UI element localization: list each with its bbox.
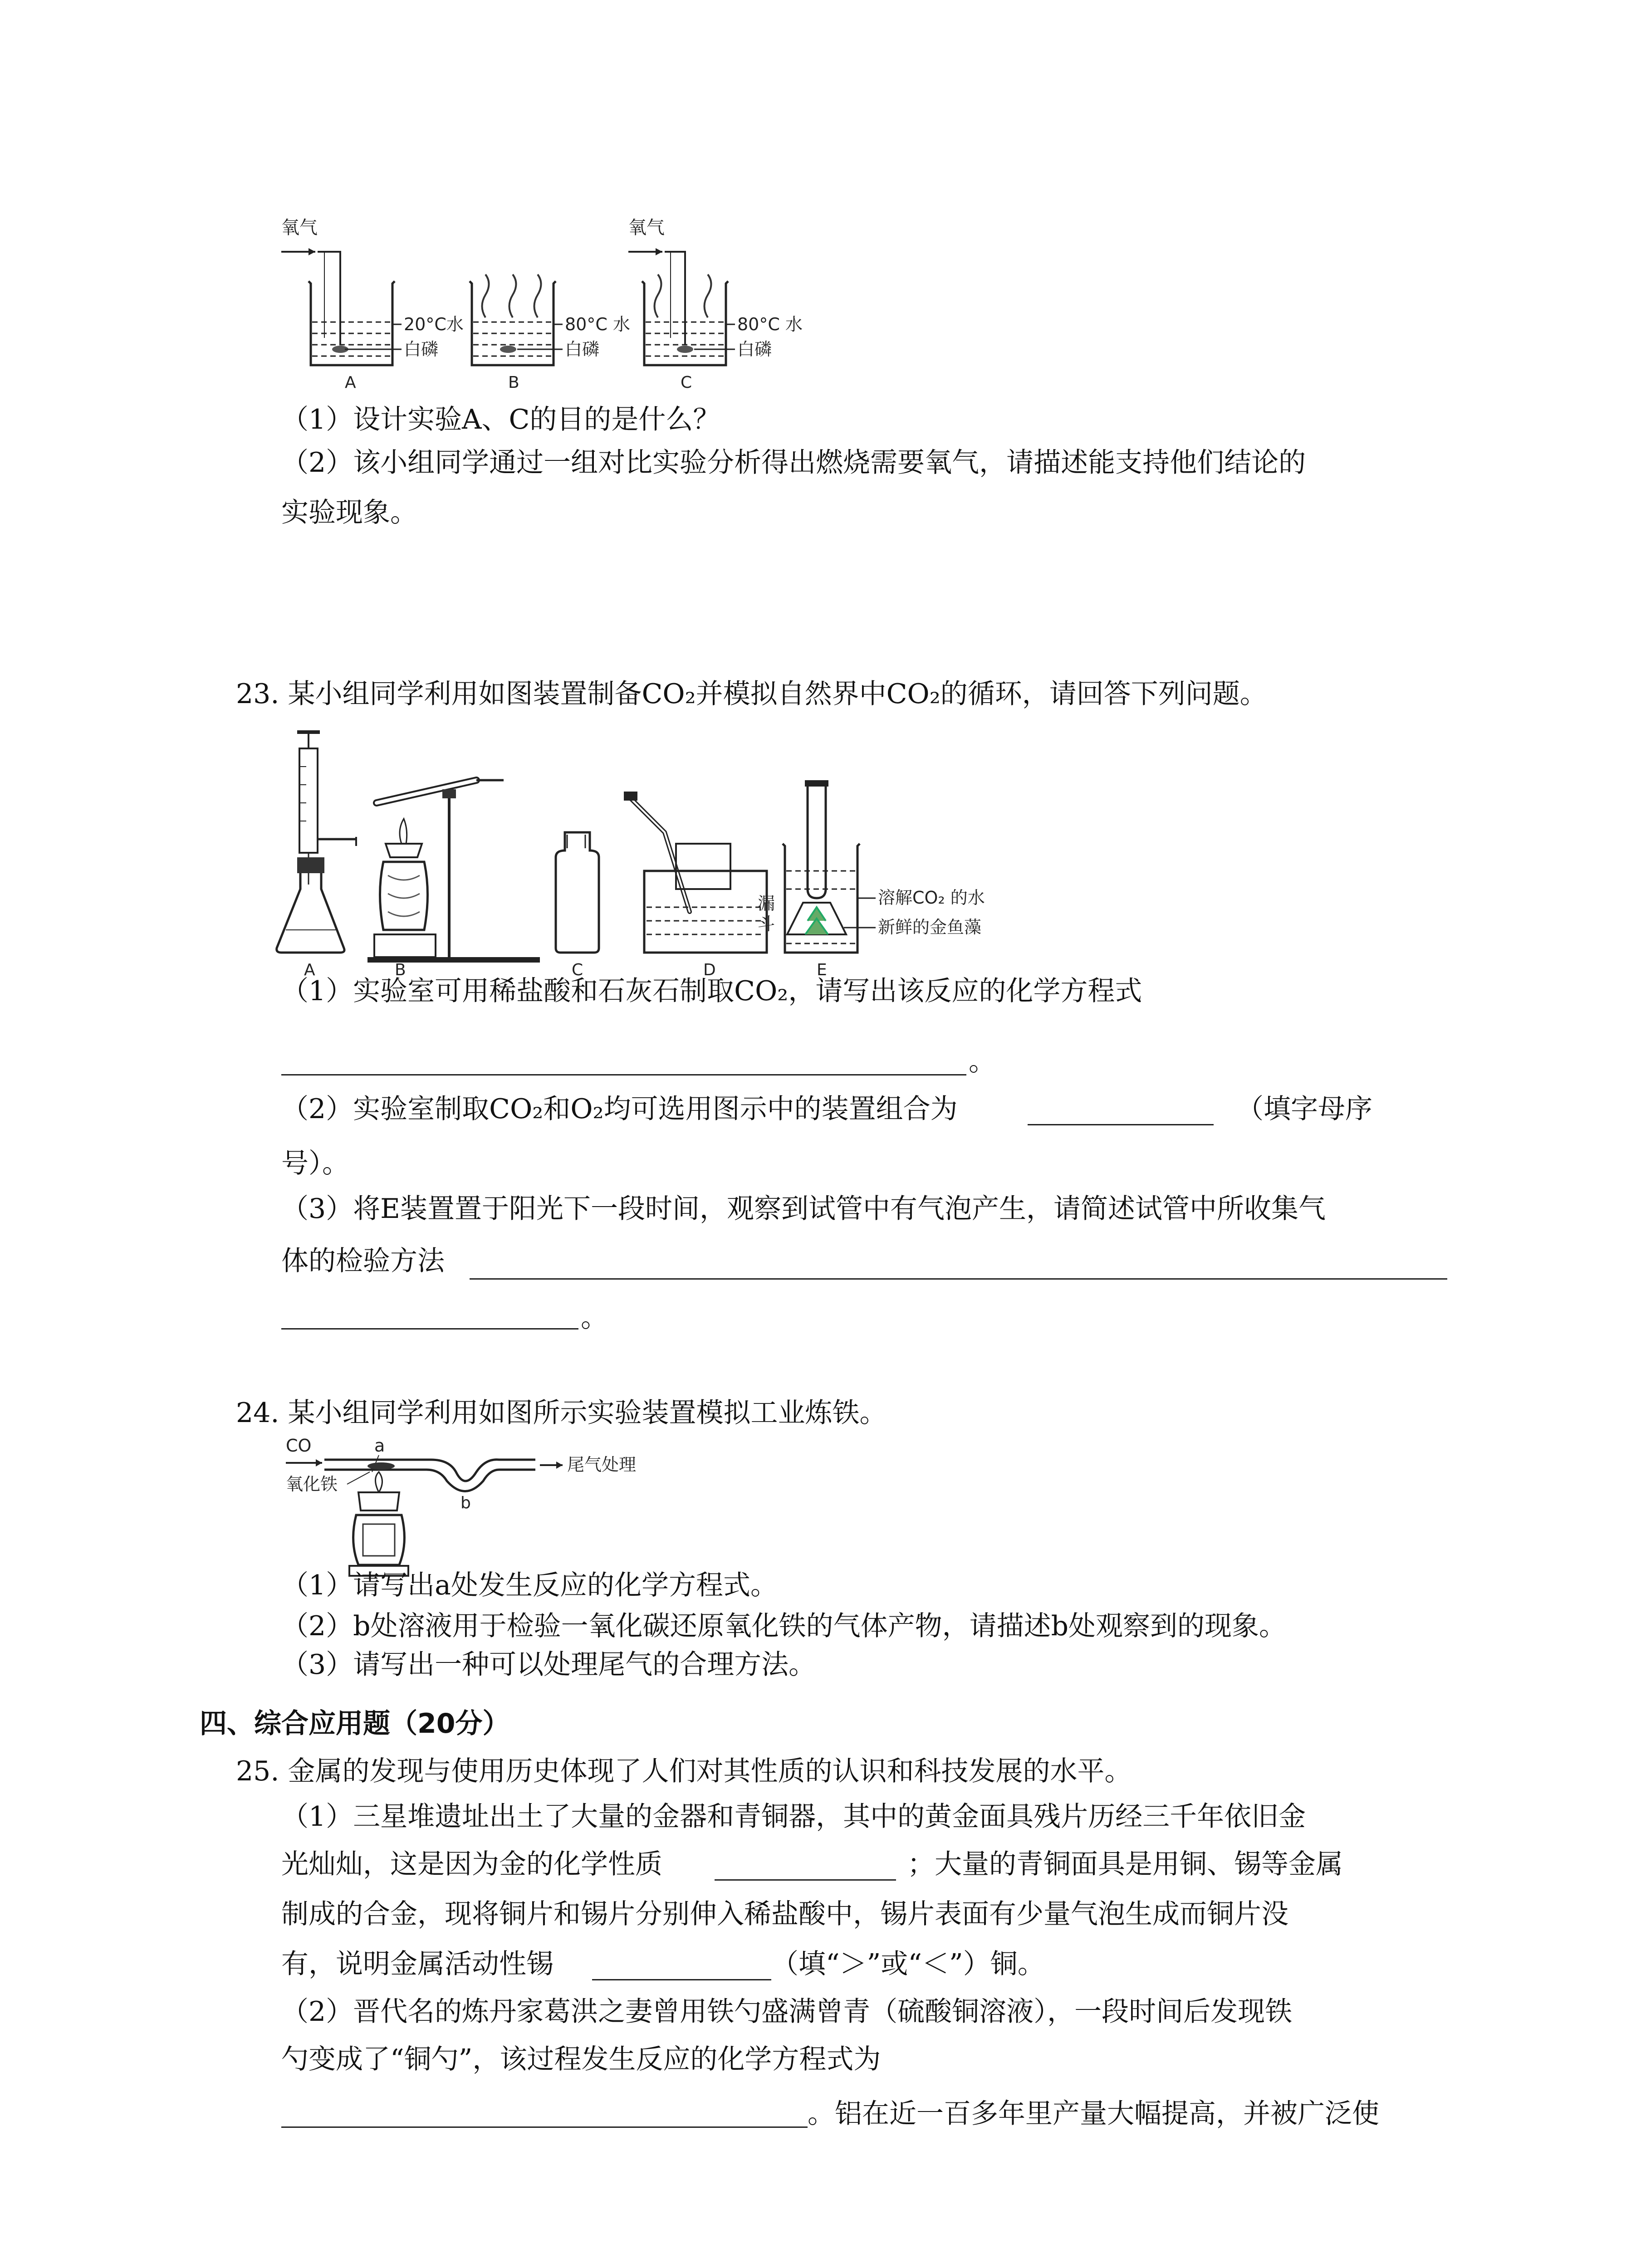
q25-sub1-answer-blank-2[interactable] [592, 1979, 771, 1980]
apparatus-letter-b: B [395, 961, 406, 979]
water-temp-label-a: 20°C水 [404, 314, 464, 334]
label-algae: 新鲜的金鱼藻 [878, 917, 982, 937]
q22-sub2-line1: （2）该小组同学通过一组对比实验分析得出燃烧需要氧气，请描述能支持他们结论的 [281, 447, 1306, 479]
q25-sub2-answer-blank[interactable] [281, 2126, 808, 2128]
q25-sub1-line4-b: （填“＞”或“＜”）铜。 [771, 1948, 1045, 1980]
q25-sub1-line2-a: 光灿灿，这是因为金的化学性质 [281, 1848, 662, 1880]
combustion-beakers-figure [272, 213, 817, 404]
water-temp-label-b: 80°C 水 [565, 314, 630, 334]
funnel-label-1: 漏 [758, 894, 775, 914]
label-co2-water: 溶解CO₂ 的水 [878, 888, 985, 908]
q23-sub2-line1-tail: （填字母序 [1236, 1093, 1372, 1125]
q24-stem: 24. 某小组同学利用如图所示实验装置模拟工业炼铁。 [236, 1397, 887, 1429]
q25-sub2-line3: 。铝在近一百多年里产量大幅提高，并被广泛使 [808, 2098, 1379, 2130]
q23-sub2-line2: 号）。 [281, 1148, 349, 1179]
q25-sub2-line2: 勺变成了“铜勺”，该过程发生反应的化学方程式为 [281, 2043, 881, 2075]
q23-sub2-answer-blank[interactable] [1028, 1124, 1214, 1125]
q25-sub1-answer-blank-1[interactable] [715, 1879, 896, 1881]
q24-sub3: （3）请写出一种可以处理尾气的合理方法。 [281, 1649, 816, 1681]
oxygen-label-c: 氧气 [628, 217, 665, 238]
q22-sub2-line2: 实验现象。 [281, 497, 417, 528]
phosphorus-label-a: 白磷 [404, 339, 439, 359]
q25-stem: 25. 金属的发现与使用历史体现了人们对其性质的认识和科技发展的水平。 [236, 1755, 1132, 1787]
q23-sub1-end: 。 [969, 1046, 996, 1077]
iron-smelting-figure [281, 1433, 637, 1583]
beaker-b [470, 274, 630, 392]
q25-sub1-line4-a: 有，说明金属活动性锡 [281, 1948, 554, 1980]
apparatus-c [556, 832, 599, 979]
q24-sub1: （1）请写出a处发生反应的化学方程式。 [281, 1569, 778, 1601]
apparatus-d [624, 792, 767, 979]
q25-sub1-line2-b: ；大量的青铜面具是用铜、锡等金属 [907, 1848, 1343, 1880]
q23-stem: 23. 某小组同学利用如图装置制备CO₂并模拟自然界中CO₂的循环，请回答下列问题。 [236, 678, 1267, 710]
co2-apparatus-figure [272, 721, 1043, 979]
q24-sub2: （2）b处溶液用于检验一氧化碳还原氧化铁的气体产物，请描述b处观察到的现象。 [281, 1610, 1286, 1642]
q23-sub1-answer-blank[interactable] [281, 1074, 966, 1075]
q23-sub2-line1: （2）实验室制取CO₂和O₂均可选用图示中的装置组合为 [281, 1093, 958, 1125]
apparatus-a [277, 730, 356, 979]
apparatus-b [367, 780, 540, 979]
funnel-label-2: 斗 [758, 914, 775, 934]
point-b-label: b [460, 1494, 471, 1512]
q23-sub3-line2: 体的检验方法 [281, 1245, 445, 1277]
beaker-letter-c: C [681, 373, 692, 392]
apparatus-letter-e: E [817, 961, 827, 979]
apparatus-letter-d: D [703, 961, 716, 979]
point-a-label: a [374, 1436, 385, 1456]
apparatus-letter-a: A [304, 961, 315, 979]
q22-sub1: （1）设计实验A、C的目的是什么？ [281, 404, 720, 435]
beaker-a [281, 217, 464, 392]
q25-sub1-line3: 制成的合金，现将铜片和锡片分别伸入稀盐酸中，锡片表面有少量气泡生成而铜片没 [281, 1898, 1288, 1930]
beaker-letter-b: B [508, 373, 519, 392]
beaker-letter-a: A [345, 373, 356, 392]
q25-sub1-line1: （1）三星堆遗址出土了大量的金器和青铜器，其中的黄金面具残片历经三千年依旧金 [281, 1801, 1306, 1833]
q23-sub3-line1: （3）将E装置置于阳光下一段时间，观察到试管中有气泡产生，请简述试管中所收集气 [281, 1193, 1326, 1225]
water-temp-label-c: 80°C 水 [737, 314, 803, 334]
apparatus-letter-c: C [572, 961, 583, 979]
q23-sub3-answer-blank[interactable] [470, 1278, 1447, 1280]
q23-sub3-end: 。 [581, 1302, 608, 1334]
tail-gas-label: 尾气处理 [567, 1455, 637, 1475]
section-title: 四、综合应用题（20分） [200, 1708, 510, 1740]
oxygen-label-a: 氧气 [281, 217, 318, 238]
q23-sub1-line1: （1）实验室可用稀盐酸和石灰石制取CO₂，请写出该反应的化学方程式 [281, 975, 1142, 1007]
phosphorus-label-b: 白磷 [565, 339, 600, 359]
iron-oxide-label: 氧化铁 [286, 1474, 338, 1494]
phosphorus-label-c: 白磷 [737, 339, 772, 359]
apparatus-e [758, 780, 985, 979]
q25-sub2-line1: （2）晋代名的炼丹家葛洪之妻曾用铁勺盛满曾青（硫酸铜溶液），一段时间后发现铁 [281, 1996, 1293, 2028]
beaker-c [628, 217, 803, 392]
co-label: CO [286, 1436, 312, 1456]
q23-sub3-answer-blank-2[interactable] [281, 1328, 578, 1330]
